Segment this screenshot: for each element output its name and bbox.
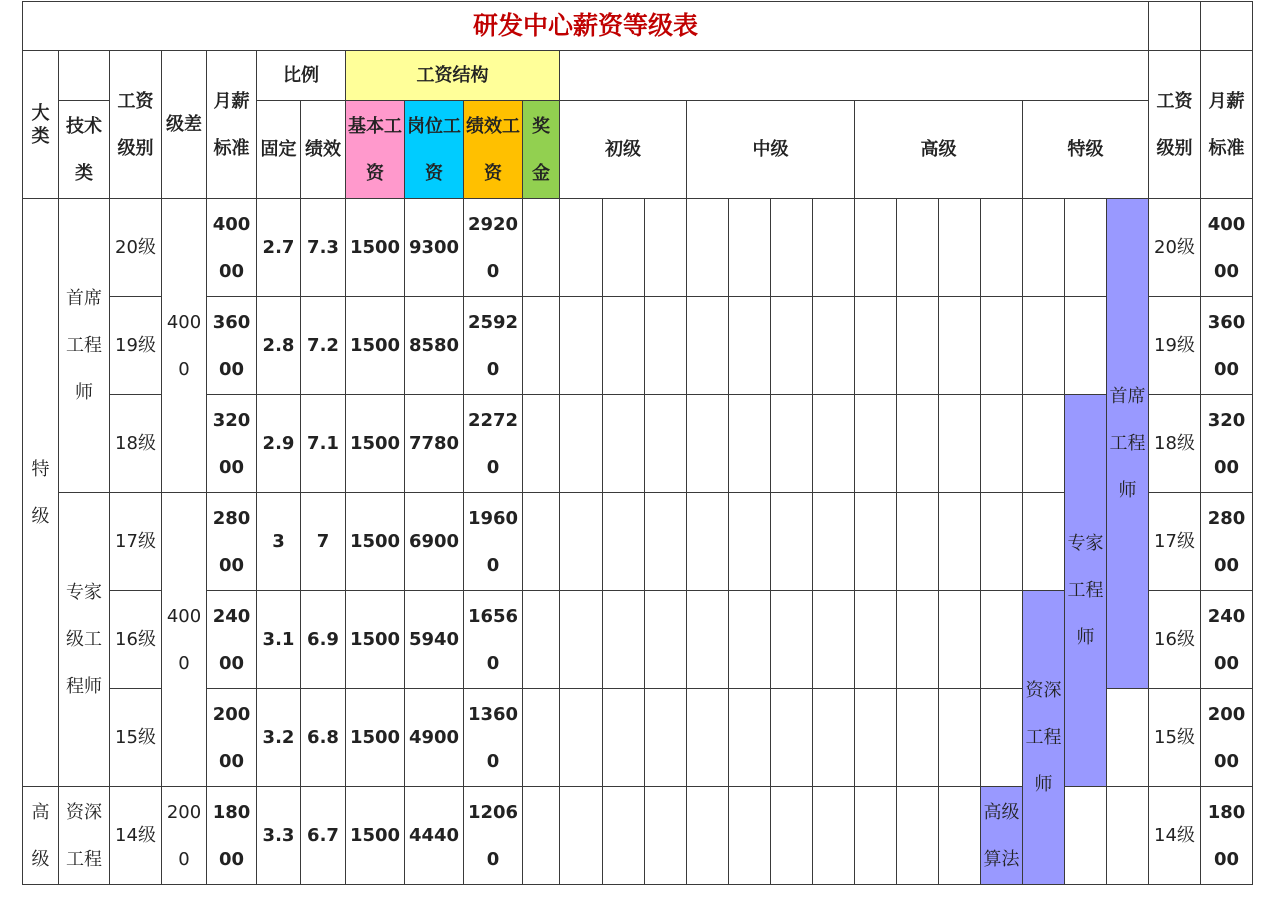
level-cell <box>897 395 939 493</box>
header-post-pay: 岗位工资 <box>405 101 464 199</box>
blank-cell <box>1149 1 1201 51</box>
level-cell <box>855 591 897 689</box>
level-cell <box>603 493 645 591</box>
header-bonus: 奖金 <box>523 101 560 199</box>
fixed-ratio-cell: 2.7 <box>257 199 301 297</box>
level-cell <box>771 199 813 297</box>
level-cell <box>1023 493 1065 591</box>
monthly-right-cell: 32000 <box>1201 395 1253 493</box>
bar-senior-algorithm: 高级算法 <box>981 787 1023 885</box>
header-step: 级差 <box>162 51 207 199</box>
base-pay-cell: 1500 <box>346 199 405 297</box>
level-cell <box>1023 199 1065 297</box>
level-cell <box>687 591 729 689</box>
category-senior: 高级 <box>22 787 59 885</box>
base-pay-cell: 1500 <box>346 689 405 787</box>
level-cell <box>729 297 771 395</box>
level-cell <box>1065 787 1107 885</box>
level-cell <box>855 493 897 591</box>
level-cell <box>897 591 939 689</box>
level-cell <box>1107 689 1149 787</box>
monthly-cell: 36000 <box>207 297 257 395</box>
perf-ratio-cell: 7.3 <box>301 199 346 297</box>
grade-right-cell: 17级 <box>1149 493 1201 591</box>
monthly-cell: 28000 <box>207 493 257 591</box>
level-cell <box>603 297 645 395</box>
level-cell <box>687 199 729 297</box>
level-cell <box>771 689 813 787</box>
grade-right-cell: 16级 <box>1149 591 1201 689</box>
bonus-cell <box>523 199 560 297</box>
fixed-ratio-cell: 3.3 <box>257 787 301 885</box>
grade-right-cell: 15级 <box>1149 689 1201 787</box>
level-cell <box>855 199 897 297</box>
base-pay-cell: 1500 <box>346 493 405 591</box>
level-cell <box>897 493 939 591</box>
level-cell <box>855 787 897 885</box>
grade-cell: 17级 <box>110 493 162 591</box>
monthly-cell: 20000 <box>207 689 257 787</box>
blank-cell <box>1201 1 1253 51</box>
level-cell <box>603 787 645 885</box>
level-cell <box>687 689 729 787</box>
level-cell <box>729 395 771 493</box>
level-cell <box>813 199 855 297</box>
level-cell <box>729 689 771 787</box>
bonus-cell <box>523 787 560 885</box>
perf-ratio-cell: 6.9 <box>301 591 346 689</box>
level-cell <box>939 787 981 885</box>
perf-ratio-cell: 6.7 <box>301 787 346 885</box>
post-pay-cell: 5940 <box>405 591 464 689</box>
perf-ratio-cell: 7 <box>301 493 346 591</box>
bar-chief-engineer: 首席工程师 <box>1107 199 1149 689</box>
level-cell <box>939 395 981 493</box>
grade-right-cell: 18级 <box>1149 395 1201 493</box>
level-cell <box>813 297 855 395</box>
level-cell <box>603 395 645 493</box>
perf-pay-cell: 12060 <box>464 787 523 885</box>
level-cell <box>855 297 897 395</box>
base-pay-cell: 1500 <box>346 395 405 493</box>
level-cell <box>560 493 603 591</box>
level-cell <box>603 689 645 787</box>
post-pay-cell: 7780 <box>405 395 464 493</box>
grade-cell: 16级 <box>110 591 162 689</box>
level-cell <box>560 787 603 885</box>
bar-expert-engineer: 专家工程师 <box>1065 395 1107 787</box>
level-cell <box>771 297 813 395</box>
perf-pay-cell: 25920 <box>464 297 523 395</box>
post-pay-cell: 4440 <box>405 787 464 885</box>
header-special: 特级 <box>1023 101 1149 199</box>
header-ratio-perf: 绩效 <box>301 101 346 199</box>
level-cell <box>687 395 729 493</box>
level-cell <box>645 689 687 787</box>
track-chief: 首席工程师 <box>59 199 110 493</box>
header-junior: 初级 <box>560 101 687 199</box>
level-cell <box>939 689 981 787</box>
level-cell <box>729 591 771 689</box>
level-cell <box>645 297 687 395</box>
post-pay-cell: 6900 <box>405 493 464 591</box>
perf-ratio-cell: 7.1 <box>301 395 346 493</box>
level-cell <box>645 199 687 297</box>
header-grade-right: 工资级别 <box>1149 51 1201 199</box>
fixed-ratio-cell: 2.8 <box>257 297 301 395</box>
post-pay-cell: 8580 <box>405 297 464 395</box>
step-senior: 2000 <box>162 787 207 885</box>
monthly-right-cell: 40000 <box>1201 199 1253 297</box>
header-monthly-right: 月薪标准 <box>1201 51 1253 199</box>
level-cell <box>687 787 729 885</box>
base-pay-cell: 1500 <box>346 787 405 885</box>
header-monthly: 月薪标准 <box>207 51 257 199</box>
monthly-right-cell: 20000 <box>1201 689 1253 787</box>
grade-cell: 19级 <box>110 297 162 395</box>
level-cell <box>813 787 855 885</box>
level-cell <box>897 787 939 885</box>
blank-cell <box>560 51 1149 101</box>
level-cell <box>560 297 603 395</box>
level-cell <box>729 493 771 591</box>
level-cell <box>645 493 687 591</box>
level-cell <box>939 199 981 297</box>
level-cell <box>1023 297 1065 395</box>
track-senior-eng: 资深工程 <box>59 787 110 885</box>
fixed-ratio-cell: 3.1 <box>257 591 301 689</box>
level-cell <box>645 395 687 493</box>
level-cell <box>771 787 813 885</box>
bonus-cell <box>523 297 560 395</box>
monthly-right-cell: 28000 <box>1201 493 1253 591</box>
bonus-cell <box>523 493 560 591</box>
fixed-ratio-cell: 2.9 <box>257 395 301 493</box>
grade-cell: 18级 <box>110 395 162 493</box>
level-cell <box>855 395 897 493</box>
level-cell <box>981 689 1023 787</box>
level-cell <box>813 493 855 591</box>
grade-right-cell: 19级 <box>1149 297 1201 395</box>
blank-cell <box>59 51 110 101</box>
monthly-right-cell: 36000 <box>1201 297 1253 395</box>
level-cell <box>939 297 981 395</box>
monthly-right-cell: 18000 <box>1201 787 1253 885</box>
level-cell <box>645 591 687 689</box>
level-cell <box>603 199 645 297</box>
level-cell <box>897 689 939 787</box>
table-title: 研发中心薪资等级表 <box>22 1 1149 51</box>
level-cell <box>560 591 603 689</box>
post-pay-cell: 9300 <box>405 199 464 297</box>
monthly-cell: 32000 <box>207 395 257 493</box>
level-cell <box>813 591 855 689</box>
level-cell <box>813 395 855 493</box>
level-cell <box>771 493 813 591</box>
level-cell <box>981 591 1023 689</box>
level-cell <box>560 199 603 297</box>
step-expert: 4000 <box>162 493 207 787</box>
grade-right-cell: 20级 <box>1149 199 1201 297</box>
bonus-cell <box>523 591 560 689</box>
header-senior: 高级 <box>855 101 1023 199</box>
perf-pay-cell: 29200 <box>464 199 523 297</box>
level-cell <box>771 591 813 689</box>
level-cell <box>855 689 897 787</box>
grade-cell: 14级 <box>110 787 162 885</box>
level-cell <box>981 395 1023 493</box>
level-cell <box>981 297 1023 395</box>
level-cell <box>1065 297 1107 395</box>
base-pay-cell: 1500 <box>346 297 405 395</box>
level-cell <box>729 199 771 297</box>
grade-cell: 20级 <box>110 199 162 297</box>
level-cell <box>939 493 981 591</box>
perf-pay-cell: 13600 <box>464 689 523 787</box>
level-cell <box>603 591 645 689</box>
level-cell <box>981 493 1023 591</box>
monthly-cell: 24000 <box>207 591 257 689</box>
header-ratio: 比例 <box>257 51 346 101</box>
header-ratio-fixed: 固定 <box>257 101 301 199</box>
level-cell <box>1107 787 1149 885</box>
header-grade: 工资级别 <box>110 51 162 199</box>
level-cell <box>729 787 771 885</box>
header-category: 大类 <box>22 51 59 199</box>
fixed-ratio-cell: 3.2 <box>257 689 301 787</box>
bar-senior-engineer: 资深工程师 <box>1023 591 1065 885</box>
perf-ratio-cell: 6.8 <box>301 689 346 787</box>
level-cell <box>645 787 687 885</box>
header-perf-pay: 绩效工资 <box>464 101 523 199</box>
level-cell <box>813 689 855 787</box>
header-tech-track: 技术类 <box>59 101 110 199</box>
perf-pay-cell: 16560 <box>464 591 523 689</box>
perf-pay-cell: 19600 <box>464 493 523 591</box>
step-chief: 4000 <box>162 199 207 493</box>
level-cell <box>771 395 813 493</box>
track-expert: 专家级工程师 <box>59 493 110 787</box>
level-cell <box>687 297 729 395</box>
level-cell <box>560 689 603 787</box>
monthly-cell: 40000 <box>207 199 257 297</box>
base-pay-cell: 1500 <box>346 591 405 689</box>
level-cell <box>939 591 981 689</box>
fixed-ratio-cell: 3 <box>257 493 301 591</box>
post-pay-cell: 4900 <box>405 689 464 787</box>
monthly-cell: 18000 <box>207 787 257 885</box>
perf-pay-cell: 22720 <box>464 395 523 493</box>
category-special: 特级 <box>22 199 59 787</box>
header-base-pay: 基本工资 <box>346 101 405 199</box>
level-cell <box>897 199 939 297</box>
bonus-cell <box>523 689 560 787</box>
level-cell <box>560 395 603 493</box>
level-cell <box>1065 199 1107 297</box>
level-cell <box>897 297 939 395</box>
grade-right-cell: 14级 <box>1149 787 1201 885</box>
bonus-cell <box>523 395 560 493</box>
level-cell <box>1023 395 1065 493</box>
level-cell <box>981 199 1023 297</box>
perf-ratio-cell: 7.2 <box>301 297 346 395</box>
header-structure: 工资结构 <box>346 51 560 101</box>
header-mid: 中级 <box>687 101 855 199</box>
level-cell <box>687 493 729 591</box>
grade-cell: 15级 <box>110 689 162 787</box>
monthly-right-cell: 24000 <box>1201 591 1253 689</box>
